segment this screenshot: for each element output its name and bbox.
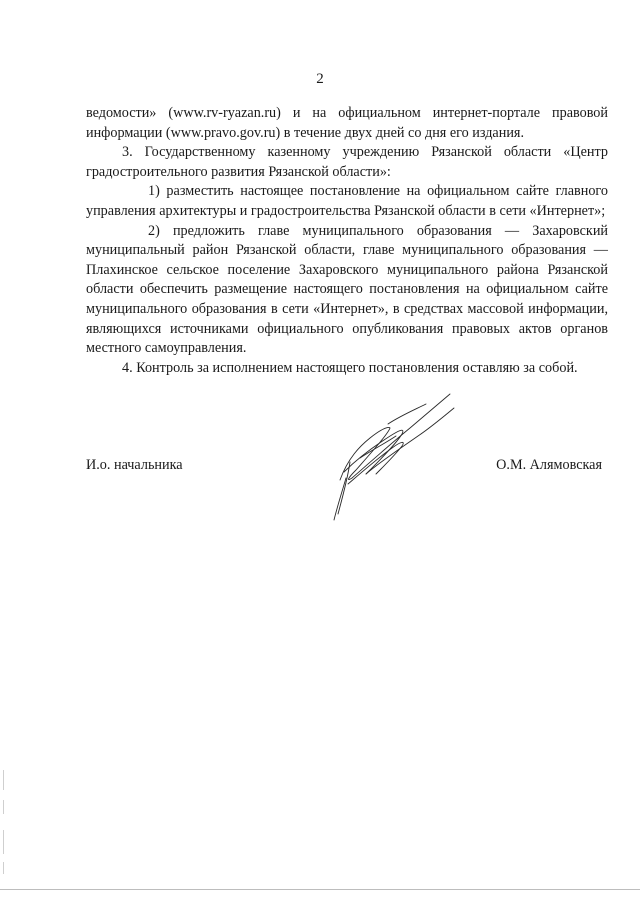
paragraph-item-4: 4. Контроль за исполнением настоящего постановления оставляю за собой. — [122, 359, 578, 376]
paragraph-item-3-2: 2) предложить главе муниципального образования — Захаровский муниципальный район Рязанской области, главе муниципального образования — Плахинское сельское поселение Захаровского муниципального района Рязанской области обеспечить размещение настоящего постановления на официальном сайте муниципального образования в сети «Интернет», в средствах массовой информации, являющихся источниками официального опубликования правовых актов органов местного самоуправления. — [86, 222, 608, 357]
document-body — [86, 104, 608, 378]
page-number: 2 — [316, 71, 324, 87]
paragraph-item-3-1: 1) разместить настоящее постановление на официальном сайте главного управления архитектуры и градостроительства Рязанской области в сети «Интернет»; — [86, 183, 608, 219]
signatory-name: О.М. Алямовская — [496, 457, 602, 473]
scan-margin-marks — [2, 770, 6, 880]
signatory-position: И.о. начальника — [86, 457, 183, 473]
paragraph-continuation: ведомости» (www.rv-ryazan.ru) и на официальном интернет-портале правовой информации (www.pravo.gov.ru) в течение двух дней со дня его издания. — [86, 105, 608, 141]
paragraph-item-3: 3. Государственному казенному учреждению Рязанской области «Центр градостроительного развития Рязанской области»: — [86, 144, 608, 180]
handwritten-signature — [326, 388, 458, 524]
page-bottom-rule — [0, 889, 640, 890]
